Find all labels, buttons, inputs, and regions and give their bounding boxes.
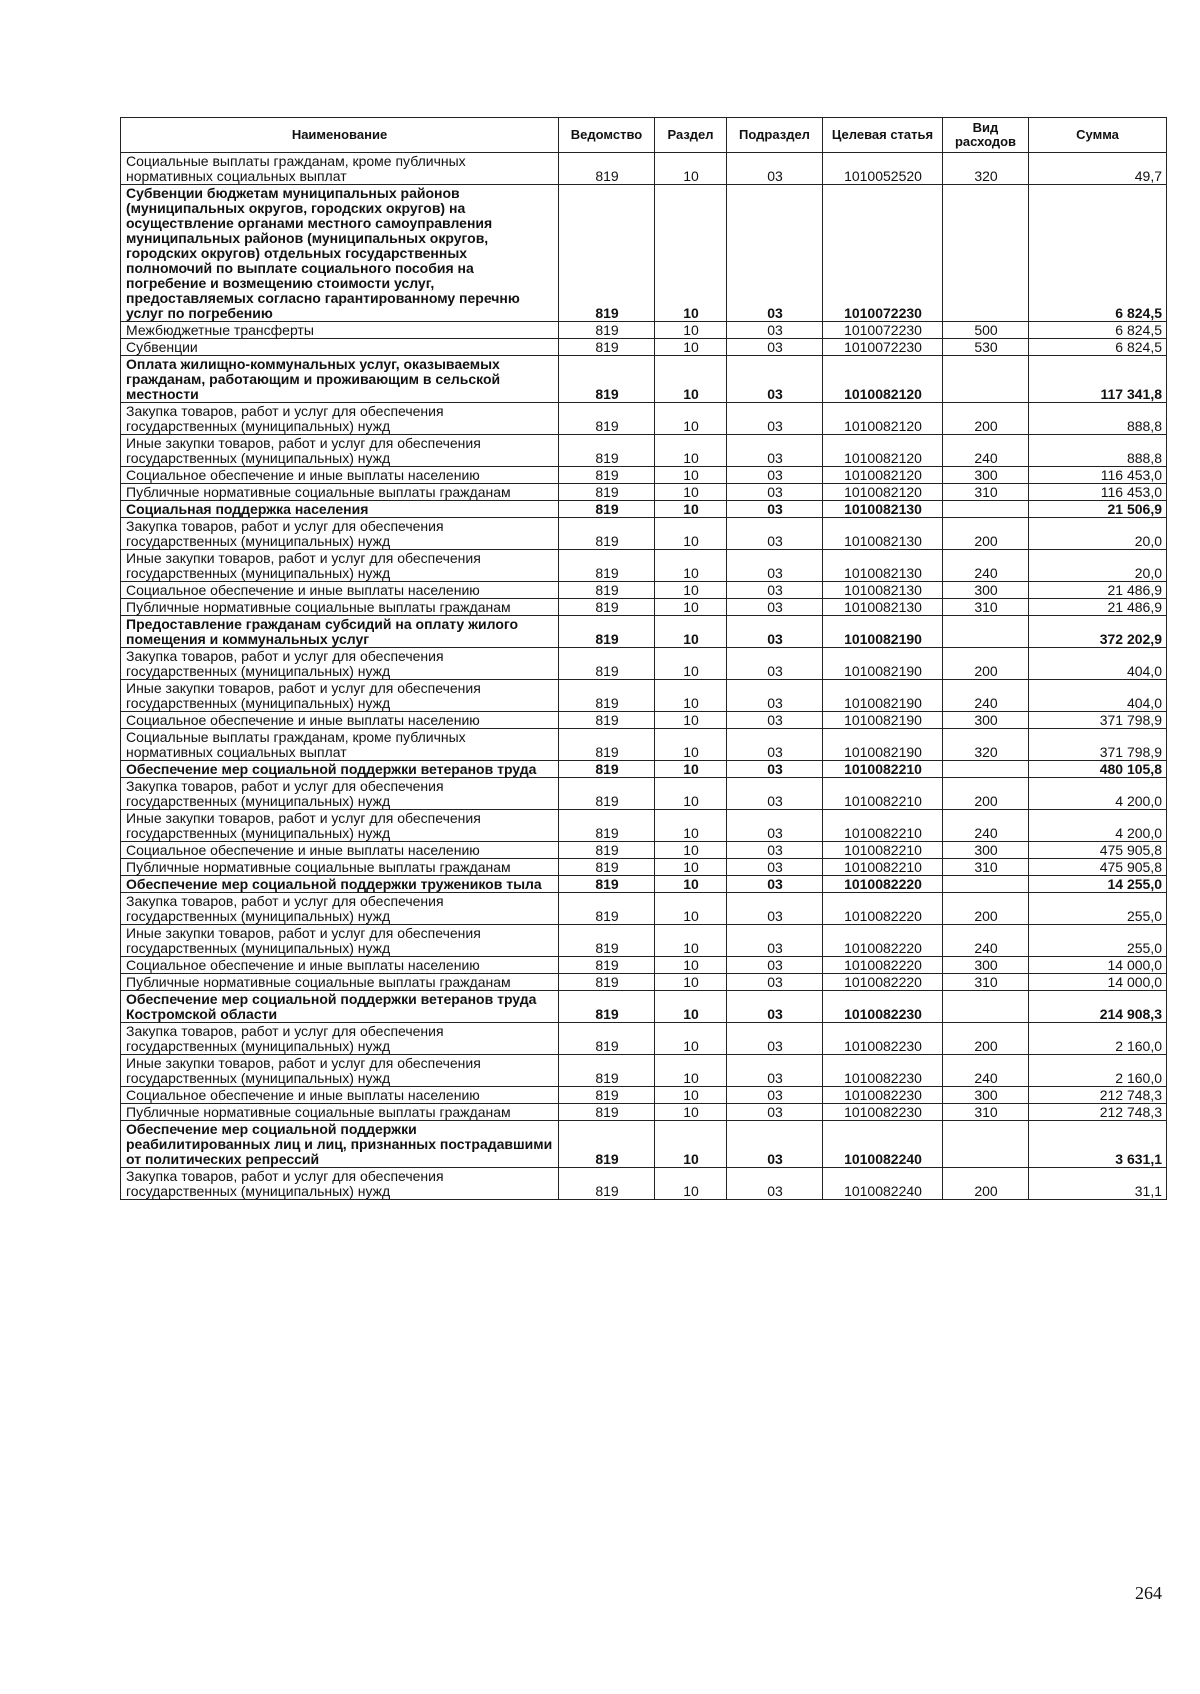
cell-subsection: 03 [727,729,823,761]
cell-subsection: 03 [727,467,823,484]
cell-section: 10 [655,876,727,893]
table-row [121,467,1167,484]
cell-section: 10 [655,599,727,616]
cell-subsection: 03 [727,1121,823,1168]
cell-name: Публичные нормативные социальные выплаты гражданам [121,974,559,991]
table-row [121,1121,1167,1168]
cell-dept: 819 [559,185,655,322]
cell-expense-type: 200 [943,1023,1029,1055]
cell-subsection: 03 [727,339,823,356]
cell-target: 1010082230 [823,1023,943,1055]
cell-section: 10 [655,957,727,974]
cell-target: 1010082240 [823,1168,943,1200]
cell-dept: 819 [559,1121,655,1168]
table-row [121,810,1167,842]
cell-sum: 2 160,0 [1029,1023,1167,1055]
cell-section: 10 [655,322,727,339]
cell-subsection: 03 [727,1023,823,1055]
table-row [121,1055,1167,1087]
table-row [121,648,1167,680]
cell-section: 10 [655,550,727,582]
page-number: 264 [1135,1583,1162,1603]
cell-dept: 819 [559,501,655,518]
cell-sum: 212 748,3 [1029,1087,1167,1104]
cell-expense-type: 310 [943,859,1029,876]
cell-subsection: 03 [727,616,823,648]
cell-target: 1010082130 [823,599,943,616]
cell-dept: 819 [559,810,655,842]
cell-sum: 14 000,0 [1029,957,1167,974]
cell-target: 1010082230 [823,1104,943,1121]
cell-name: Социальное обеспечение и иные выплаты населению [121,582,559,599]
cell-expense-type: 530 [943,339,1029,356]
cell-sum: 21 506,9 [1029,501,1167,518]
cell-sum: 475 905,8 [1029,859,1167,876]
table-row [121,518,1167,550]
cell-subsection: 03 [727,153,823,185]
cell-name: Закупка товаров, работ и услуг для обеспечения государственных (муниципальных) нужд [121,518,559,550]
cell-target: 1010082190 [823,616,943,648]
cell-expense-type: 310 [943,599,1029,616]
table-row [121,339,1167,356]
table-row [121,712,1167,729]
table-row [121,957,1167,974]
cell-sum: 116 453,0 [1029,467,1167,484]
cell-name: Закупка товаров, работ и услуг для обеспечения государственных (муниципальных) нужд [121,1023,559,1055]
cell-expense-type [943,1121,1029,1168]
cell-section: 10 [655,712,727,729]
cell-expense-type: 200 [943,778,1029,810]
table-row [121,859,1167,876]
table-row [121,501,1167,518]
cell-target: 1010082220 [823,974,943,991]
cell-target: 1010082220 [823,957,943,974]
cell-expense-type [943,356,1029,403]
cell-name: Закупка товаров, работ и услуг для обеспечения государственных (муниципальных) нужд [121,403,559,435]
cell-sum: 21 486,9 [1029,599,1167,616]
table-row [121,876,1167,893]
table-row [121,616,1167,648]
cell-target: 1010052520 [823,153,943,185]
cell-dept: 819 [559,648,655,680]
cell-expense-type: 320 [943,729,1029,761]
cell-name: Предоставление гражданам субсидий на оплату жилого помещения и коммунальных услуг [121,616,559,648]
cell-section: 10 [655,1121,727,1168]
cell-expense-type: 200 [943,403,1029,435]
cell-section: 10 [655,484,727,501]
cell-subsection: 03 [727,1168,823,1200]
cell-expense-type: 240 [943,1055,1029,1087]
cell-name: Публичные нормативные социальные выплаты гражданам [121,859,559,876]
cell-subsection: 03 [727,501,823,518]
cell-dept: 819 [559,876,655,893]
cell-target: 1010082210 [823,761,943,778]
cell-target: 1010082240 [823,1121,943,1168]
cell-section: 10 [655,859,727,876]
cell-subsection: 03 [727,518,823,550]
cell-section: 10 [655,729,727,761]
cell-section: 10 [655,518,727,550]
cell-expense-type: 200 [943,648,1029,680]
cell-name: Публичные нормативные социальные выплаты гражданам [121,484,559,501]
cell-name: Обеспечение мер социальной поддержки ветеранов труда Костромской области [121,991,559,1023]
budget-table [120,117,1167,1200]
table-row [121,435,1167,467]
cell-dept: 819 [559,550,655,582]
cell-name: Межбюджетные трансферты [121,322,559,339]
cell-sum: 3 631,1 [1029,1121,1167,1168]
cell-section: 10 [655,761,727,778]
cell-dept: 819 [559,680,655,712]
cell-section: 10 [655,1023,727,1055]
cell-section: 10 [655,435,727,467]
cell-name: Социальное обеспечение и иные выплаты населению [121,467,559,484]
cell-dept: 819 [559,599,655,616]
header-sum: Сумма [1029,118,1167,153]
cell-section: 10 [655,339,727,356]
cell-subsection: 03 [727,322,823,339]
cell-target: 1010082230 [823,1087,943,1104]
cell-name: Иные закупки товаров, работ и услуг для обеспечения государственных (муниципальных) нужд [121,680,559,712]
cell-subsection: 03 [727,925,823,957]
cell-sum: 371 798,9 [1029,712,1167,729]
cell-expense-type: 300 [943,467,1029,484]
cell-target: 1010082130 [823,550,943,582]
cell-dept: 819 [559,957,655,974]
cell-section: 10 [655,153,727,185]
cell-sum: 4 200,0 [1029,810,1167,842]
cell-target: 1010082230 [823,991,943,1023]
cell-subsection: 03 [727,403,823,435]
cell-expense-type: 310 [943,484,1029,501]
cell-sum: 2 160,0 [1029,1055,1167,1087]
cell-section: 10 [655,893,727,925]
cell-target: 1010082120 [823,435,943,467]
cell-section: 10 [655,467,727,484]
cell-section: 10 [655,810,727,842]
cell-subsection: 03 [727,582,823,599]
cell-expense-type: 240 [943,810,1029,842]
cell-subsection: 03 [727,810,823,842]
cell-section: 10 [655,1104,727,1121]
cell-target: 1010082190 [823,712,943,729]
cell-target: 1010082220 [823,876,943,893]
cell-target: 1010082120 [823,467,943,484]
cell-expense-type: 300 [943,582,1029,599]
cell-subsection: 03 [727,435,823,467]
cell-dept: 819 [559,1104,655,1121]
cell-target: 1010082220 [823,893,943,925]
cell-expense-type: 240 [943,550,1029,582]
cell-expense-type: 200 [943,1168,1029,1200]
cell-section: 10 [655,974,727,991]
cell-section: 10 [655,648,727,680]
cell-sum: 6 824,5 [1029,185,1167,322]
table-row [121,1087,1167,1104]
table-row [121,761,1167,778]
header-dept: Ведомство [559,118,655,153]
cell-dept: 819 [559,582,655,599]
cell-subsection: 03 [727,991,823,1023]
cell-section: 10 [655,925,727,957]
cell-dept: 819 [559,435,655,467]
cell-section: 10 [655,778,727,810]
cell-dept: 819 [559,991,655,1023]
cell-subsection: 03 [727,761,823,778]
cell-sum: 255,0 [1029,893,1167,925]
table-row [121,1023,1167,1055]
cell-subsection: 03 [727,648,823,680]
cell-subsection: 03 [727,680,823,712]
cell-sum: 480 105,8 [1029,761,1167,778]
cell-expense-type [943,501,1029,518]
table-row [121,1168,1167,1200]
cell-name: Социальное обеспечение и иные выплаты населению [121,957,559,974]
cell-expense-type [943,991,1029,1023]
cell-name: Иные закупки товаров, работ и услуг для обеспечения государственных (муниципальных) нужд [121,550,559,582]
cell-expense-type [943,761,1029,778]
cell-name: Иные закупки товаров, работ и услуг для обеспечения государственных (муниципальных) нужд [121,810,559,842]
cell-name: Социальные выплаты гражданам, кроме публичных нормативных социальных выплат [121,153,559,185]
table-row [121,974,1167,991]
header-section: Раздел [655,118,727,153]
cell-sum: 6 824,5 [1029,339,1167,356]
cell-sum: 888,8 [1029,435,1167,467]
table-row [121,842,1167,859]
cell-sum: 20,0 [1029,550,1167,582]
cell-name: Обеспечение мер социальной поддержки тружеников тыла [121,876,559,893]
cell-sum: 475 905,8 [1029,842,1167,859]
cell-name: Публичные нормативные социальные выплаты гражданам [121,599,559,616]
cell-name: Закупка товаров, работ и услуг для обеспечения государственных (муниципальных) нужд [121,893,559,925]
cell-dept: 819 [559,893,655,925]
cell-sum: 117 341,8 [1029,356,1167,403]
table-row [121,484,1167,501]
cell-name: Иные закупки товаров, работ и услуг для обеспечения государственных (муниципальных) нужд [121,1055,559,1087]
cell-expense-type: 300 [943,957,1029,974]
cell-name: Закупка товаров, работ и услуг для обеспечения государственных (муниципальных) нужд [121,648,559,680]
cell-target: 1010082130 [823,582,943,599]
cell-target: 1010082120 [823,484,943,501]
cell-sum: 116 453,0 [1029,484,1167,501]
cell-dept: 819 [559,859,655,876]
cell-subsection: 03 [727,842,823,859]
cell-subsection: 03 [727,484,823,501]
table-row [121,991,1167,1023]
cell-dept: 819 [559,1087,655,1104]
cell-dept: 819 [559,761,655,778]
cell-dept: 819 [559,1023,655,1055]
cell-section: 10 [655,356,727,403]
cell-sum: 404,0 [1029,680,1167,712]
cell-section: 10 [655,582,727,599]
table-row [121,778,1167,810]
cell-name: Оплата жилищно-коммунальных услуг, оказываемых гражданам, работающим и проживающим в сельской местности [121,356,559,403]
cell-target: 1010072230 [823,322,943,339]
cell-target: 1010082210 [823,810,943,842]
cell-section: 10 [655,1055,727,1087]
cell-dept: 819 [559,403,655,435]
table-row [121,153,1167,185]
table-row [121,893,1167,925]
cell-subsection: 03 [727,859,823,876]
cell-sum: 404,0 [1029,648,1167,680]
cell-dept: 819 [559,322,655,339]
cell-section: 10 [655,842,727,859]
cell-dept: 819 [559,712,655,729]
table-row [121,1104,1167,1121]
cell-subsection: 03 [727,1087,823,1104]
cell-expense-type [943,185,1029,322]
table-row [121,729,1167,761]
cell-target: 1010082120 [823,356,943,403]
header-target: Целевая статья [823,118,943,153]
cell-name: Публичные нормативные социальные выплаты гражданам [121,1104,559,1121]
cell-expense-type [943,616,1029,648]
cell-expense-type: 310 [943,974,1029,991]
cell-sum: 214 908,3 [1029,991,1167,1023]
cell-dept: 819 [559,616,655,648]
table-row [121,680,1167,712]
cell-subsection: 03 [727,778,823,810]
cell-subsection: 03 [727,1055,823,1087]
table-row [121,599,1167,616]
cell-dept: 819 [559,729,655,761]
cell-dept: 819 [559,467,655,484]
cell-target: 1010072230 [823,185,943,322]
cell-dept: 819 [559,518,655,550]
cell-dept: 819 [559,1055,655,1087]
cell-target: 1010082130 [823,501,943,518]
cell-dept: 819 [559,842,655,859]
cell-dept: 819 [559,925,655,957]
cell-sum: 371 798,9 [1029,729,1167,761]
cell-name: Закупка товаров, работ и услуг для обеспечения государственных (муниципальных) нужд [121,778,559,810]
table-row [121,550,1167,582]
cell-subsection: 03 [727,893,823,925]
cell-target: 1010082210 [823,842,943,859]
cell-name: Социальное обеспечение и иные выплаты населению [121,1087,559,1104]
cell-section: 10 [655,1168,727,1200]
cell-sum: 6 824,5 [1029,322,1167,339]
header-subsection: Подраздел [727,118,823,153]
cell-expense-type [943,876,1029,893]
cell-sum: 372 202,9 [1029,616,1167,648]
cell-dept: 819 [559,778,655,810]
cell-subsection: 03 [727,712,823,729]
cell-sum: 212 748,3 [1029,1104,1167,1121]
header-expense-type: Вид расходов [943,118,1029,153]
cell-expense-type: 310 [943,1104,1029,1121]
table-row [121,356,1167,403]
cell-dept: 819 [559,356,655,403]
cell-target: 1010082210 [823,778,943,810]
cell-dept: 819 [559,484,655,501]
cell-sum: 20,0 [1029,518,1167,550]
cell-name: Обеспечение мер социальной поддержки реабилитированных лиц и лиц, признанных пострадавшими от политических репрессий [121,1121,559,1168]
cell-dept: 819 [559,339,655,356]
cell-expense-type: 320 [943,153,1029,185]
cell-section: 10 [655,680,727,712]
cell-name: Социальная поддержка населения [121,501,559,518]
cell-target: 1010082210 [823,859,943,876]
cell-name: Иные закупки товаров, работ и услуг для обеспечения государственных (муниципальных) нужд [121,925,559,957]
cell-subsection: 03 [727,599,823,616]
cell-dept: 819 [559,153,655,185]
table-row [121,925,1167,957]
cell-section: 10 [655,501,727,518]
table-row [121,322,1167,339]
cell-name: Субвенции [121,339,559,356]
cell-name: Субвенции бюджетам муниципальных районов (муниципальных округов, городских округов) на осуществление органами местного самоуправления муниципальных районов (муниципальных округов, городских округов) отдельных государственных полномочий по выплате социального пособия на погребение и возмещению стоимости услуг, предоставляемых согласно гарантированному перечню услуг по погребению [121,185,559,322]
header-name: Наименование [121,118,559,153]
cell-sum: 888,8 [1029,403,1167,435]
cell-expense-type: 300 [943,842,1029,859]
cell-target: 1010082190 [823,648,943,680]
cell-expense-type: 240 [943,680,1029,712]
cell-name: Иные закупки товаров, работ и услуг для обеспечения государственных (муниципальных) нужд [121,435,559,467]
cell-expense-type: 200 [943,893,1029,925]
table-row [121,403,1167,435]
cell-subsection: 03 [727,550,823,582]
cell-dept: 819 [559,974,655,991]
cell-sum: 31,1 [1029,1168,1167,1200]
cell-target: 1010082220 [823,925,943,957]
cell-expense-type: 500 [943,322,1029,339]
cell-subsection: 03 [727,974,823,991]
cell-target: 1010082120 [823,403,943,435]
cell-name: Социальное обеспечение и иные выплаты населению [121,712,559,729]
cell-target: 1010082130 [823,518,943,550]
cell-sum: 255,0 [1029,925,1167,957]
cell-name: Обеспечение мер социальной поддержки ветеранов труда [121,761,559,778]
cell-target: 1010082190 [823,729,943,761]
cell-sum: 49,7 [1029,153,1167,185]
cell-target: 1010082230 [823,1055,943,1087]
cell-sum: 14 000,0 [1029,974,1167,991]
cell-expense-type: 200 [943,518,1029,550]
table-header-row [121,118,1167,153]
cell-section: 10 [655,1087,727,1104]
cell-dept: 819 [559,1168,655,1200]
cell-target: 1010082190 [823,680,943,712]
cell-section: 10 [655,616,727,648]
cell-sum: 14 255,0 [1029,876,1167,893]
table-row [121,582,1167,599]
cell-subsection: 03 [727,957,823,974]
cell-sum: 4 200,0 [1029,778,1167,810]
cell-subsection: 03 [727,1104,823,1121]
cell-expense-type: 240 [943,925,1029,957]
cell-target: 1010072230 [823,339,943,356]
cell-subsection: 03 [727,876,823,893]
cell-name: Социальные выплаты гражданам, кроме публичных нормативных социальных выплат [121,729,559,761]
cell-section: 10 [655,403,727,435]
cell-sum: 21 486,9 [1029,582,1167,599]
cell-section: 10 [655,185,727,322]
cell-name: Социальное обеспечение и иные выплаты населению [121,842,559,859]
cell-section: 10 [655,991,727,1023]
cell-expense-type: 300 [943,712,1029,729]
cell-name: Закупка товаров, работ и услуг для обеспечения государственных (муниципальных) нужд [121,1168,559,1200]
cell-expense-type: 300 [943,1087,1029,1104]
cell-subsection: 03 [727,185,823,322]
cell-subsection: 03 [727,356,823,403]
cell-expense-type: 240 [943,435,1029,467]
table-row [121,185,1167,322]
table-body [121,153,1167,1200]
